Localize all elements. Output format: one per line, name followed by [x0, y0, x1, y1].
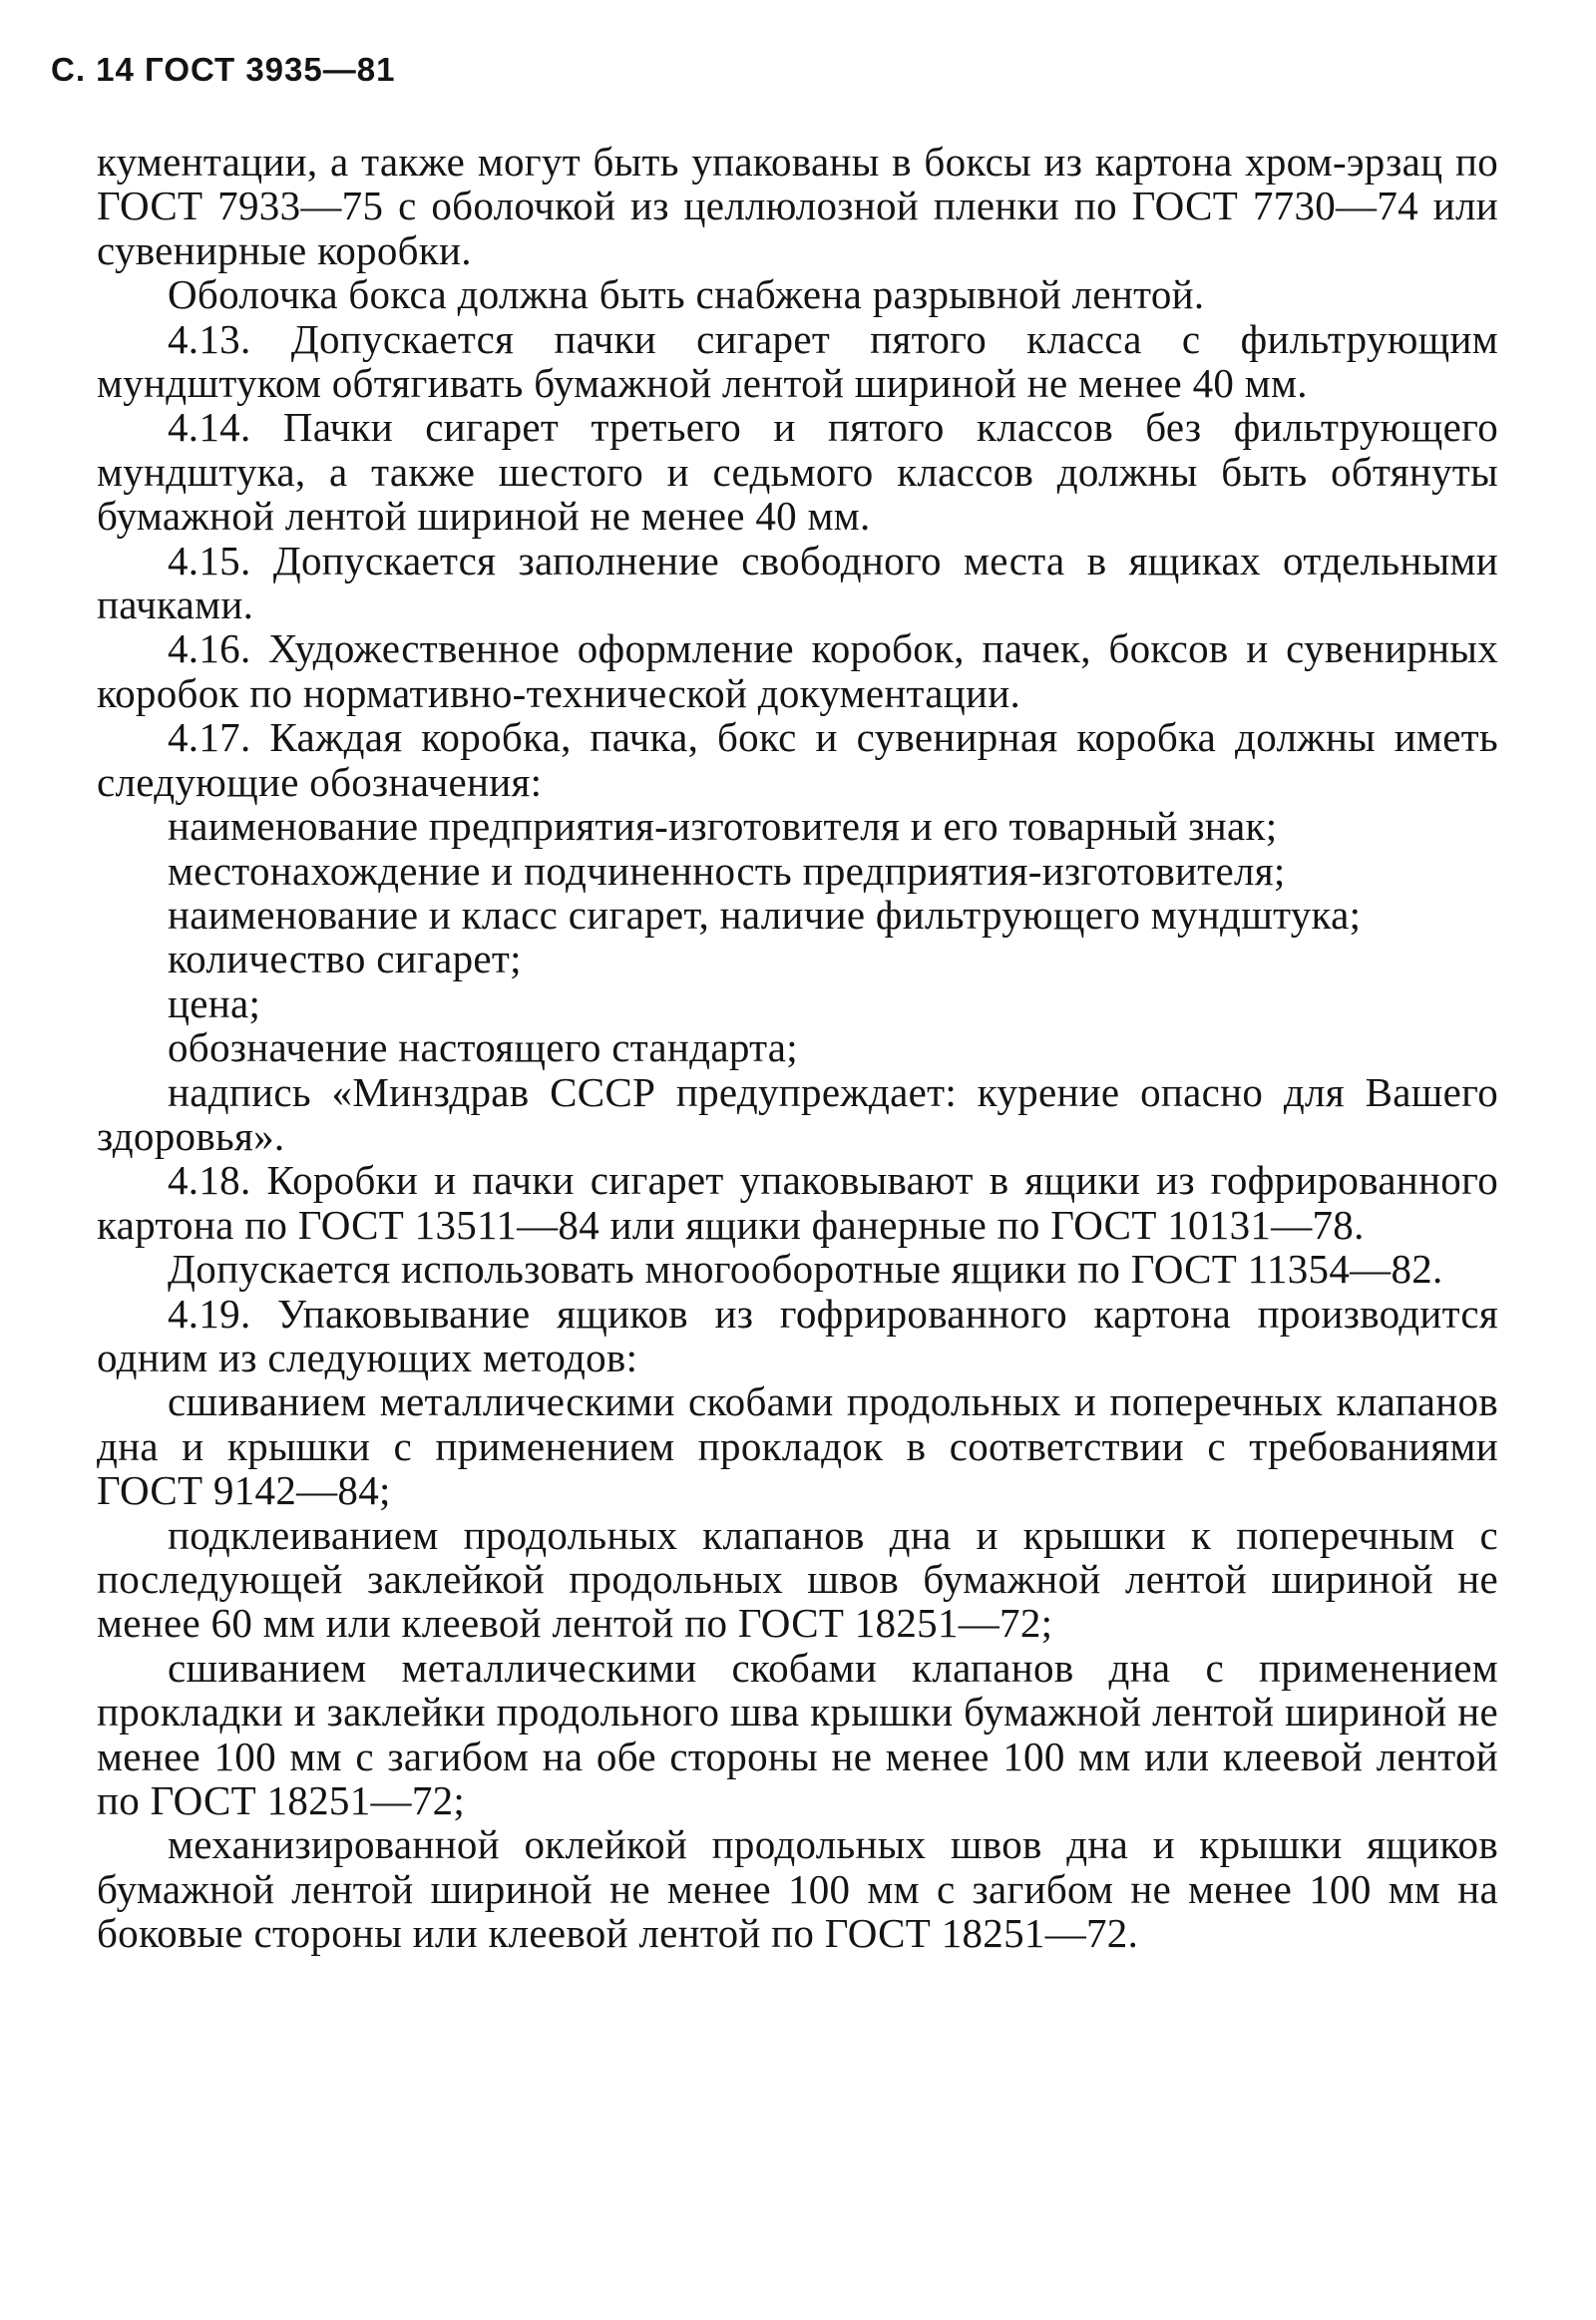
list-item: наименование и класс сигарет, наличие фильтрующего мундштука; [168, 891, 1362, 938]
list-item: наименование предприятия-изготовителя и его товарный знак; [168, 803, 1278, 850]
list-item: сшиванием металлическими скобами продольных и поперечных клапанов дна и крышки с применением прокладок в соответствии с требованиями ГОСТ 9142—84; [97, 1378, 1498, 1514]
page-header: С. 14 ГОСТ 3935—81 [51, 51, 396, 88]
paragraph: Допускается использовать многооборотные ящики по ГОСТ 11354—82. [168, 1246, 1443, 1293]
clause-4-16: 4.16. Художественное оформление коробок, пачек, боксов и сувенирных коробок по нормативно-технической документации. [97, 625, 1498, 716]
list-item: местонахождение и подчиненность предприятия-изготовителя; [168, 847, 1286, 894]
list-item: механизированной оклейкой продольных швов дна и крышки ящиков бумажной лентой шириной не менее 100 мм с загибом не менее 100 мм на боковые стороны или клеевой лентой по ГОСТ 18251—72. [97, 1821, 1498, 1957]
clause-4-18: 4.18. Коробки и пачки сигарет упаковывают в ящики из гофрированного картона по ГОСТ 13511—84 или ящики фанерные по ГОСТ 10131—78. [97, 1157, 1498, 1248]
clause-4-14: 4.14. Пачки сигарет третьего и пятого классов без фильтрующего мундштука, а также шестого и седьмого классов должны быть обтянуты бумажной лентой шириной не менее 40 мм. [97, 404, 1498, 540]
paragraph: кументации, а также могут быть упакованы в боксы из картона хром-эрзац по ГОСТ 7933—75 с оболочкой из целлюлозной пленки по ГОСТ 7730—74 или сувенирные коробки. [97, 139, 1498, 273]
clause-4-19: 4.19. Упаковывание ящиков из гофрированного картона производится одним из следующих методов: [97, 1290, 1498, 1380]
clause-4-15: 4.15. Допускается заполнение свободного места в ящиках отдельными пачками. [97, 537, 1498, 628]
paragraph: Оболочка бокса должна быть снабжена разрывной лентой. [168, 271, 1205, 318]
list-item: обозначение настоящего стандарта; [168, 1024, 798, 1071]
list-item: надпись «Минздрав СССР предупреждает: курение опасно для Вашего здоровья». [97, 1068, 1498, 1159]
list-item: количество сигарет; [168, 936, 522, 982]
body-text [97, 140, 1498, 1956]
list-item: сшиванием металлическими скобами клапанов дна с применением прокладки и заклейки продольного шва крышки бумажной лентой шириной не менее 100 мм с загибом на обе стороны не менее 100 мм или клеевой лентой по ГОСТ 18251—72; [97, 1644, 1498, 1824]
clause-4-17: 4.17. Каждая коробка, пачка, бокс и сувенирная коробка должны иметь следующие обозначения: [97, 714, 1498, 805]
clause-4-13: 4.13. Допускается пачки сигарет пятого класса с фильтрующим мундштуком обтягивать бумажной лентой шириной не менее 40 мм. [97, 315, 1498, 407]
list-item: цена; [168, 979, 261, 1026]
list-item: подклеиванием продольных клапанов дна и крышки к поперечным с последующей заклейкой продольных швов бумажной лентой шириной не менее 60 мм или клеевой лентой по ГОСТ 18251—72; [97, 1511, 1498, 1647]
